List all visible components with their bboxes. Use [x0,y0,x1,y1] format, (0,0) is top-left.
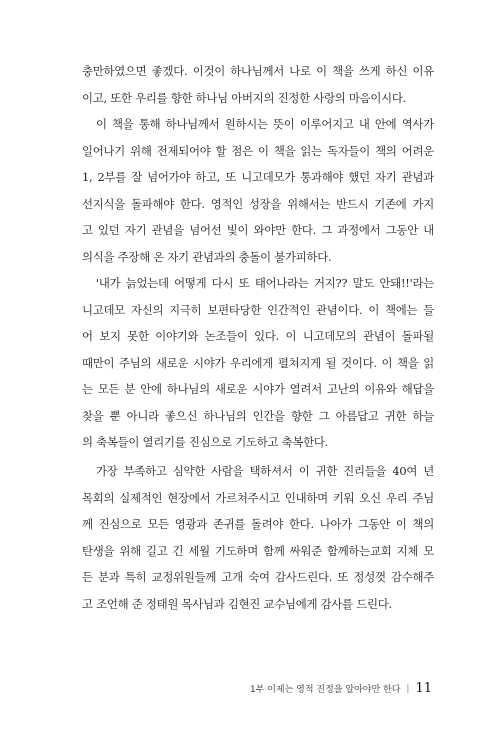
text-line: 의식을 주장해 온 자기 관념과의 충돌이 불가피하다. [82,249,332,264]
text-line: 의 축복들이 열리기를 진심으로 기도하고 축복한다. [82,435,329,449]
body-text-block-1 [82,58,434,456]
body-text-block-2 [82,458,434,617]
text-line: 1, 2부를 잘 넘어가야 하고, 또 니고데모가 통과해야 했던 자기 관념과 [82,170,434,184]
text-line: 일어나기 위해 전제되어야 할 점은 이 책을 읽는 독자들이 책의 어려운 [82,143,434,158]
text-line: 충만하였으면 좋겠다. 이것이 하나님께서 나로 이 책을 쓰게 하신 이유 [82,64,434,78]
text-line: 는 모든 분 안에 하나님의 새로운 시야가 열려서 고난의 이유와 해답을 [82,382,434,396]
text-line: 고 있던 자기 관념을 넘어선 빛이 와야만 한다. 그 과정에서 그동안 내 [82,223,434,237]
text-line: 가장 부족하고 심약한 사람을 택하셔서 이 귀한 진리들을 40여 년 [96,464,434,478]
text-line: 선지식을 돌파해야 한다. 영적인 성장을 위해서는 반드시 기존에 가지 [82,196,434,211]
text-line: 니고데모 자신의 지극히 보편타당한 인간적인 관념이다. 이 책에는 들 [82,302,434,317]
text-line: 때만이 주님의 새로운 시야가 우리에게 펼쳐지게 될 것이다. 이 책을 읽 [82,355,434,370]
text-line: 찾을 뿐 아니라 좋으신 하나님의 인간을 향한 그 아름답고 귀한 하늘 [82,408,434,423]
text-line: 이 책을 통해 하나님께서 원하시는 뜻이 이루어지고 내 안에 역사가 [96,117,434,131]
text-line: 고 조언해 준 정태원 목사님과 김현진 교수님에게 감사를 드린다. [82,596,392,611]
text-line: 어 보지 못한 이야기와 논조들이 있다. 이 니고데모의 관념이 돌파될 [82,329,434,343]
text-line: 든 분과 특히 교정위원들께 고개 숙여 감사드린다. 또 정성껏 감수해주 [82,570,434,584]
text-line: 께 진심으로 모든 영광과 존귀를 돌려야 한다. 나아가 그동안 이 책의 [82,517,434,531]
text-line: 탄생을 위해 길고 긴 세월 기도하며 함께 싸워준 함께하는교회 지체 모 [82,543,434,558]
text-line: '내가 늙었는데 어떻게 다시 또 태어나라는 거지?? 말도 안돼!!'라는 [96,276,434,290]
text-line: 이고, 또한 우리를 향한 하나님 아버지의 진정한 사랑의 마음이시다. [82,90,407,105]
footer-separator: | [406,683,410,694]
page-number: 11 [415,681,432,696]
running-head: 1부 이제는 영적 진정을 알아야만 한다 [249,685,401,695]
text-line: 목회의 실제적인 현장에서 가르쳐주시고 인내하며 키워 오신 우리 주님 [82,490,434,505]
page-footer [250,681,432,696]
